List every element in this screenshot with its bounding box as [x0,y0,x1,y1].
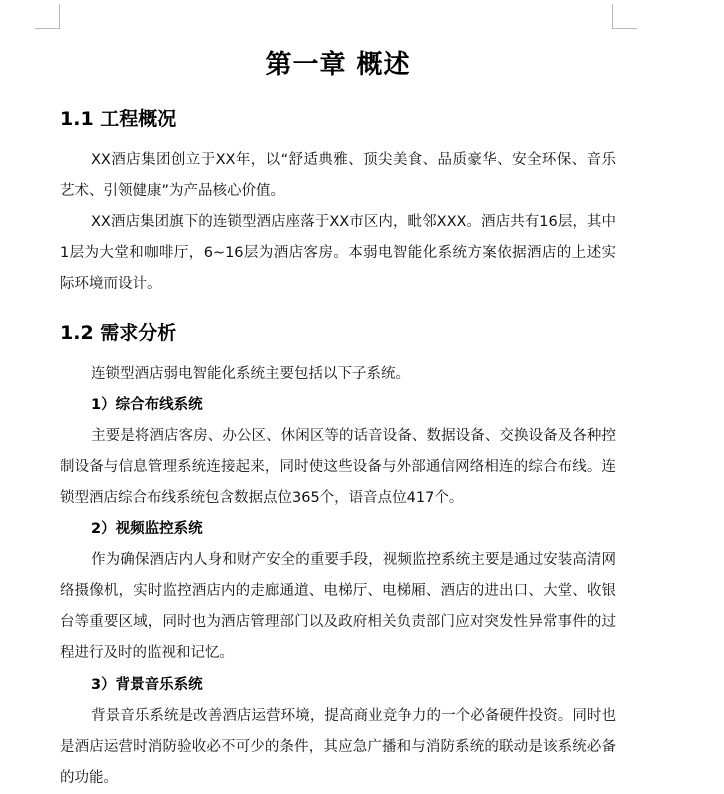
paragraph: 主要是将酒店客房、办公区、休闲区等的话音设备、数据设备、交换设备及各种控制设备与信息管理系统连接起来，同时使这些设备与外部通信网络相连的综合布线。连锁型酒店综合布线系统包含数据点位365个，语音点位417个。 [60,428,616,506]
paragraph: 连锁型酒店弱电智能化系统主要包括以下子系统。 [91,366,410,382]
chapter-title: 第一章 概述 [265,50,411,80]
section-heading-1-2: 1.2 需求分析 [60,322,177,344]
paragraph: XX酒店集团创立于XX年，以“舒适典雅、顶尖美食、品质豪华、安全环保、音乐艺术、引领健康”为产品核心价值。 [60,152,616,199]
crop-mark-top-left-horizontal [35,28,60,29]
section-heading-1-1: 1.1 工程概况 [60,108,177,130]
paragraph: XX酒店集团旗下的连锁型酒店座落于XX市区内，毗邻XXX。酒店共有16层，其中1层为大堂和咖啡厅，6~16层为酒店客房。本弱电智能化系统方案依据酒店的上述实际环境而设计。 [60,214,616,292]
paragraph: 背景音乐系统是改善酒店运营环境，提高商业竞争力的一个必备硬件投资。同时也是酒店运营时消防验收必不可少的条件，其应急广播和与消防系统的联动是该系统必备的功能。 [60,708,616,786]
document-page [60,0,616,793]
subsection-heading: 2）视频监控系统 [91,521,203,537]
subsection-heading: 1）综合布线系统 [91,397,203,413]
paragraph: 作为确保酒店内人身和财产安全的重要手段，视频监控系统主要是通过安装高清网络摄像机，实时监控酒店内的走廊通道、电梯厅、电梯厢、酒店的进出口、大堂、收银台等重要区域，同时也为酒店管理部门以及政府相关负责部门应对突发性异常事件的过程进行及时的监视和记忆。 [60,552,616,661]
subsection-heading: 3）背景音乐系统 [91,677,203,693]
